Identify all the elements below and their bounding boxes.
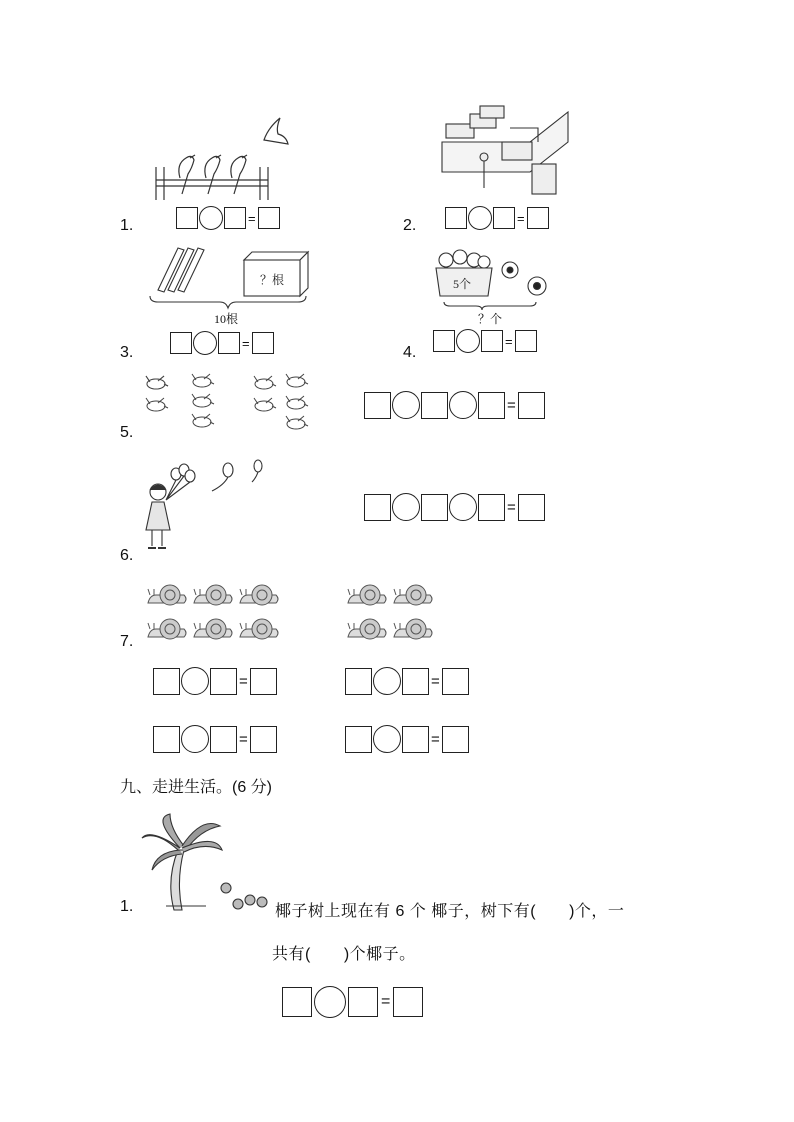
answer-box[interactable] — [493, 207, 515, 229]
basket-label-4: 5个 — [452, 277, 472, 291]
answer-box[interactable] — [153, 726, 180, 753]
buses-parking-illustration — [440, 102, 570, 198]
equation-7d — [345, 725, 469, 753]
item-number-2: 2. — [403, 217, 417, 234]
equation-2 — [445, 206, 549, 230]
equals-sign: = — [242, 335, 250, 351]
operator-circle[interactable] — [314, 986, 346, 1018]
answer-box[interactable] — [210, 668, 237, 695]
problem-text-line2: 共有( )个椰子。 — [272, 946, 416, 963]
equation-4 — [433, 329, 537, 353]
operator-circle[interactable] — [456, 329, 480, 353]
answer-box[interactable] — [345, 726, 372, 753]
section-title: 九、走进生活。(6 分) — [120, 779, 273, 796]
operator-circle[interactable] — [373, 725, 401, 753]
equation-5 — [364, 391, 545, 419]
answer-box[interactable] — [421, 392, 448, 419]
answer-box[interactable] — [250, 726, 277, 753]
girl-balloons-illustration — [140, 458, 270, 556]
equation-9-1 — [282, 986, 423, 1018]
equals-sign: = — [507, 498, 516, 516]
birds-on-wire-illustration — [152, 112, 302, 204]
operator-circle[interactable] — [181, 667, 209, 695]
answer-box[interactable] — [402, 668, 429, 695]
item-number-4: 4. — [403, 344, 417, 361]
answer-box[interactable] — [176, 207, 198, 229]
answer-box[interactable] — [170, 332, 192, 354]
equals-sign: = — [505, 333, 513, 349]
equation-1 — [176, 206, 280, 230]
answer-box[interactable] — [433, 330, 455, 352]
item-number-1: 1. — [120, 217, 134, 234]
sticks-box-illustration — [148, 244, 314, 306]
operator-circle[interactable] — [199, 206, 223, 230]
answer-box[interactable] — [224, 207, 246, 229]
answer-box[interactable] — [210, 726, 237, 753]
answer-box[interactable] — [445, 207, 467, 229]
coconut-tree-illustration — [140, 814, 266, 912]
answer-box[interactable] — [478, 494, 505, 521]
operator-circle[interactable] — [392, 391, 420, 419]
item-number-6: 6. — [120, 547, 134, 564]
snails-right-illustration — [346, 581, 436, 643]
equals-sign: = — [431, 672, 440, 690]
answer-box[interactable] — [481, 330, 503, 352]
equation-7b — [345, 667, 469, 695]
answer-box[interactable] — [252, 332, 274, 354]
equation-7c — [153, 725, 277, 753]
answer-box[interactable] — [518, 392, 545, 419]
snails-left-illustration — [146, 581, 278, 643]
answer-box[interactable] — [364, 392, 391, 419]
item-number-3: 3. — [120, 344, 134, 361]
equals-sign: = — [431, 730, 440, 748]
answer-box[interactable] — [478, 392, 505, 419]
answer-box[interactable] — [527, 207, 549, 229]
item-number-5: 5. — [120, 424, 134, 441]
equals-sign: = — [507, 396, 516, 414]
equation-7a — [153, 667, 277, 695]
answer-box[interactable] — [421, 494, 448, 521]
answer-box[interactable] — [402, 726, 429, 753]
item-number-7: 7. — [120, 633, 134, 650]
answer-box[interactable] — [442, 668, 469, 695]
answer-box[interactable] — [345, 668, 372, 695]
problem-number-9-1: 1. — [120, 898, 134, 915]
box-label-3: ？根 — [259, 273, 285, 287]
answer-box[interactable] — [515, 330, 537, 352]
operator-circle[interactable] — [193, 331, 217, 355]
balls-basket-illustration — [430, 248, 554, 310]
operator-circle[interactable] — [468, 206, 492, 230]
answer-box[interactable] — [518, 494, 545, 521]
operator-circle[interactable] — [449, 493, 477, 521]
operator-circle[interactable] — [373, 667, 401, 695]
answer-box[interactable] — [348, 987, 378, 1017]
operator-circle[interactable] — [449, 391, 477, 419]
answer-box[interactable] — [218, 332, 240, 354]
problem-text-line1: 椰子树上现在有 6 个 椰子，树下有( )个，一 — [275, 903, 625, 920]
answer-box[interactable] — [442, 726, 469, 753]
equals-sign: = — [239, 730, 248, 748]
equals-sign: = — [381, 993, 391, 1010]
answer-box[interactable] — [282, 987, 312, 1017]
operator-circle[interactable] — [181, 725, 209, 753]
equals-sign: = — [517, 210, 525, 226]
equals-sign: = — [248, 210, 256, 226]
equation-3 — [170, 331, 274, 355]
bird-groups-illustration — [146, 374, 326, 436]
total-label-3: 10根 — [214, 312, 239, 326]
operator-circle[interactable] — [392, 493, 420, 521]
equals-sign: = — [239, 672, 248, 690]
answer-box[interactable] — [364, 494, 391, 521]
total-label-4: ？个 — [478, 312, 503, 326]
answer-box[interactable] — [153, 668, 180, 695]
answer-box[interactable] — [258, 207, 280, 229]
answer-box[interactable] — [250, 668, 277, 695]
answer-box[interactable] — [393, 987, 423, 1017]
equation-6 — [364, 493, 545, 521]
